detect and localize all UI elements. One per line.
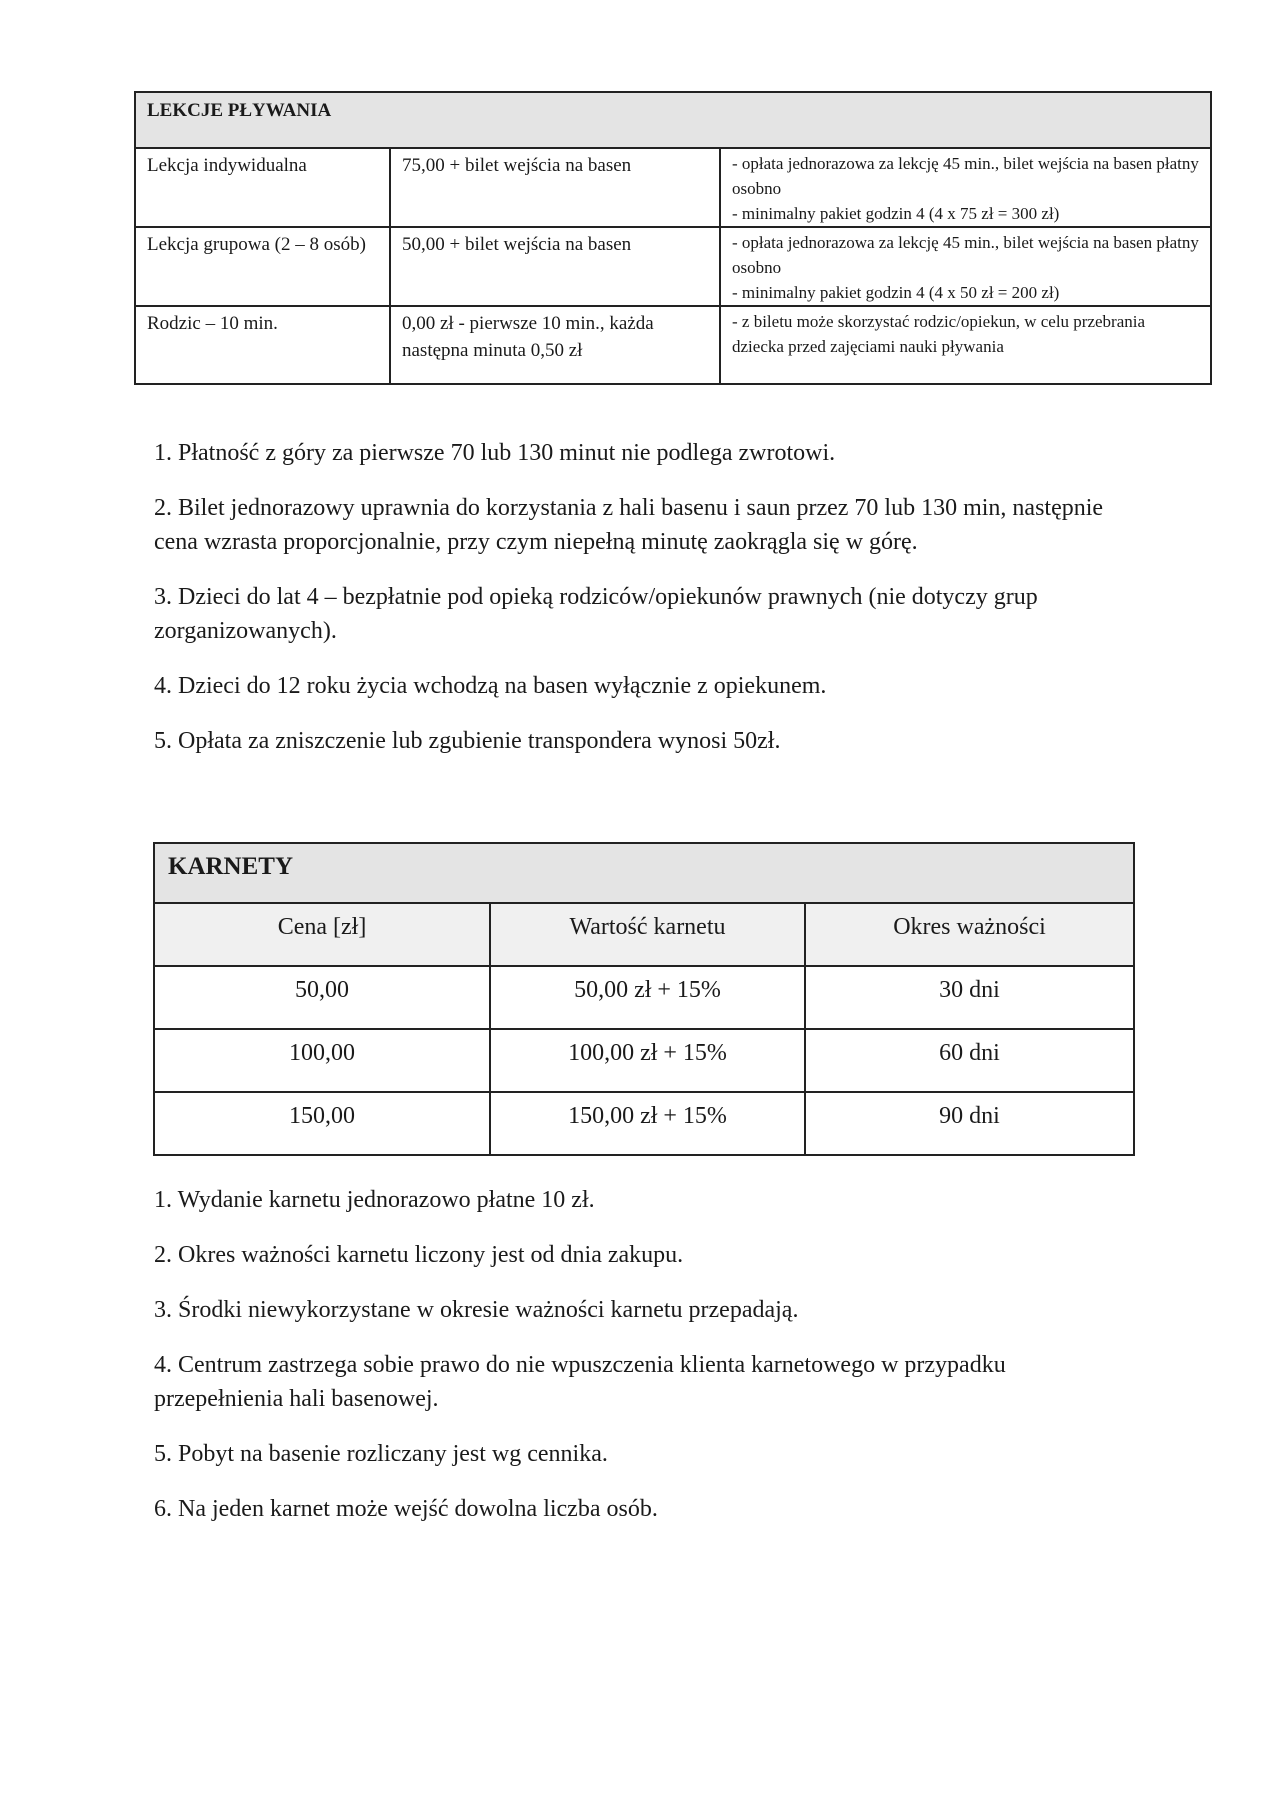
list-item: 1. Wydanie karnetu jednorazowo płatne 10 zł. <box>154 1187 595 1213</box>
lesson-notes <box>720 306 1211 384</box>
pass-price: 100,00 <box>154 1029 490 1092</box>
lesson-price: 0,00 zł - pierwsze 10 min., każda następna minuta 0,50 zł <box>390 306 720 384</box>
column-header-value: Wartość karnetu <box>490 903 805 966</box>
passes-rules-list <box>154 1183 1134 1547</box>
pass-price: 50,00 <box>154 966 490 1029</box>
list-item: 2. Bilet jednorazowy uprawnia do korzystania z hali basenu i saun przez 70 lub 130 min, następnie cena wzrasta proporcjonalnie, przy czym niepełną minutę zaokrągla się w górę. <box>154 495 1104 555</box>
lesson-name: Lekcja indywidualna <box>135 148 390 227</box>
list-item: 2. Okres ważności karnetu liczony jest od dnia zakupu. <box>154 1242 684 1268</box>
table-row <box>135 306 1211 384</box>
list-item: 3. Dzieci do lat 4 – bezpłatnie pod opieką rodziców/opiekunów prawnych (nie dotyczy grup zorganizowanych). <box>154 584 1038 644</box>
pass-validity: 90 dni <box>805 1092 1134 1155</box>
pass-validity: 30 dni <box>805 966 1134 1029</box>
table-row <box>135 148 1211 227</box>
lessons-header-row <box>135 92 1211 148</box>
pass-value: 100,00 zł + 15% <box>490 1029 805 1092</box>
pass-value: 150,00 zł + 15% <box>490 1092 805 1155</box>
pass-validity: 60 dni <box>805 1029 1134 1092</box>
table-row <box>154 966 1134 1029</box>
list-item: 1. Płatność z góry za pierwsze 70 lub 130 minut nie podlega zwrotowi. <box>154 440 836 466</box>
list-item: 6. Na jeden karnet może wejść dowolna liczba osób. <box>154 1496 658 1522</box>
lesson-note: - opłata jednorazowa za lekcję 45 min., bilet wejścia na basen płatny osobno <box>732 233 1199 277</box>
passes-title-row <box>154 843 1134 903</box>
pool-rules-list <box>154 436 1134 779</box>
list-item: 4. Centrum zastrzega sobie prawo do nie wpuszczenia klienta karnetowego w przypadku przepełnienia hali basenowej. <box>154 1352 1006 1412</box>
passes-title: KARNETY <box>154 843 1134 903</box>
lessons-table <box>134 91 1212 385</box>
lesson-note: - z biletu może skorzystać rodzic/opiekun, w celu przebrania dziecka przed zajęciami nauki pływania <box>732 312 1146 356</box>
list-item: 5. Opłata za zniszczenie lub zgubienie transpondera wynosi 50zł. <box>154 728 781 754</box>
list-item: 4. Dzieci do 12 roku życia wchodzą na basen wyłącznie z opiekunem. <box>154 673 827 699</box>
column-header-price: Cena [zł] <box>154 903 490 966</box>
lesson-name: Lekcja grupowa (2 – 8 osób) <box>135 227 390 306</box>
lesson-price: 50,00 + bilet wejścia na basen <box>390 227 720 306</box>
list-item: 5. Pobyt na basenie rozliczany jest wg cennika. <box>154 1441 608 1467</box>
column-header-validity: Okres ważności <box>805 903 1134 966</box>
table-row <box>154 1029 1134 1092</box>
list-item: 3. Środki niewykorzystane w okresie ważności karnetu przepadają. <box>154 1297 799 1323</box>
passes-table <box>153 842 1135 1156</box>
lesson-notes <box>720 227 1211 306</box>
lesson-price: 75,00 + bilet wejścia na basen <box>390 148 720 227</box>
pass-value: 50,00 zł + 15% <box>490 966 805 1029</box>
pass-price: 150,00 <box>154 1092 490 1155</box>
table-row <box>154 1092 1134 1155</box>
lesson-note: - minimalny pakiet godzin 4 (4 x 75 zł = 300 zł) <box>732 204 1060 223</box>
lesson-note: - minimalny pakiet godzin 4 (4 x 50 zł = 200 zł) <box>732 283 1060 302</box>
lesson-note: - opłata jednorazowa za lekcję 45 min., bilet wejścia na basen płatny osobno <box>732 154 1199 198</box>
lessons-title: LEKCJE PŁYWANIA <box>135 92 1211 148</box>
lesson-name: Rodzic – 10 min. <box>135 306 390 384</box>
passes-header-row <box>154 903 1134 966</box>
lesson-notes <box>720 148 1211 227</box>
table-row <box>135 227 1211 306</box>
